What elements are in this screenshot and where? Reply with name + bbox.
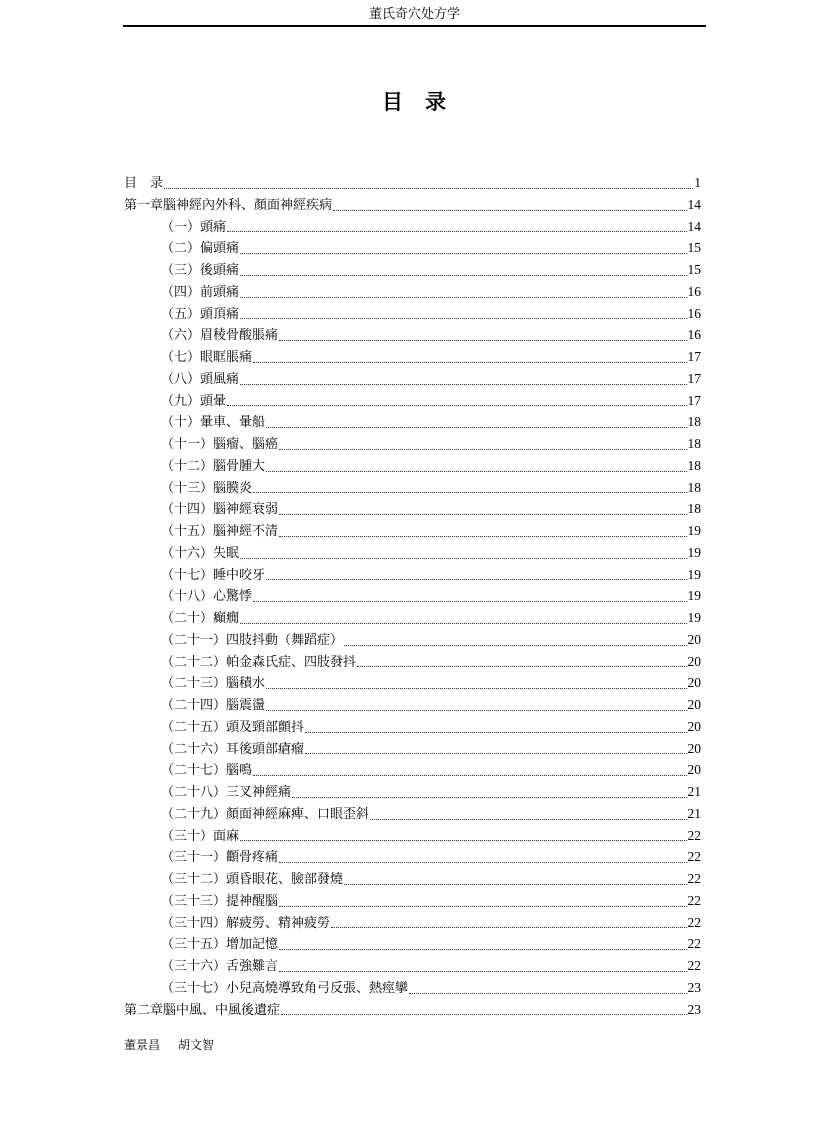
toc-leader-dots [227, 404, 686, 406]
toc-entry-section[interactable] [124, 411, 701, 433]
toc-entry-label: （二十）癲癇 [161, 611, 240, 626]
toc-entry-section[interactable] [124, 759, 701, 781]
toc-entry-label: （十四）腦神經衰弱 [161, 502, 279, 518]
toc-entry-section[interactable] [124, 716, 701, 738]
toc-leader-dots [370, 818, 686, 820]
toc-entry-page-number: 22 [687, 849, 701, 865]
toc-entry-label: （二十三）腦積水 [161, 676, 266, 692]
toc-entry-section[interactable] [124, 303, 701, 325]
toc-leader-dots [240, 557, 686, 559]
toc-entry-section[interactable] [124, 651, 701, 673]
toc-entry-page-number: 18 [687, 457, 701, 473]
toc-entry-chapter[interactable] [124, 999, 701, 1021]
toc-entry-label: （十一）腦瘤、腦癌 [161, 437, 279, 452]
toc-entry-page-number: 17 [687, 349, 701, 364]
toc-leader-dots [279, 513, 686, 515]
toc-leader-dots [279, 535, 686, 537]
toc-entry-page-number: 16 [687, 283, 701, 299]
toc-entry-section[interactable] [124, 259, 701, 281]
title-char-2: 录 [425, 90, 446, 114]
toc-entry-page-number: 18 [687, 436, 701, 451]
toc-leader-dots [266, 687, 686, 689]
table-of-contents [124, 172, 701, 1020]
footer-author-1: 董景昌 [124, 1038, 161, 1052]
toc-entry-section[interactable] [124, 825, 701, 847]
toc-entry-page-number: 18 [687, 479, 701, 495]
toc-entry-page-number: 20 [687, 740, 701, 756]
footer-author-2: 胡文智 [178, 1038, 215, 1052]
toc-entry-page-number: 21 [687, 784, 701, 799]
toc-entry-label: 第二章腦中風、中風後遺症 [124, 1002, 281, 1018]
toc-entry-label: （二十五）頭及頸部顫抖 [161, 719, 305, 735]
toc-entry-section[interactable] [124, 912, 701, 934]
toc-entry-page-number: 22 [687, 936, 701, 952]
toc-entry-page-number: 22 [687, 827, 701, 843]
toc-entry-page-number: 20 [687, 718, 701, 734]
toc-entry-label: （十）暈車、暈船 [161, 415, 266, 431]
toc-leader-dots [279, 339, 686, 341]
toc-entry-label: （九）頭暈 [161, 393, 227, 409]
toc-entry-label: （二十九）顏面神經麻痺、口眼歪斜 [161, 806, 370, 822]
toc-entry-section[interactable] [124, 324, 701, 346]
toc-entry-label: （二十八）三叉神經痛 [161, 785, 292, 800]
toc-entry-page-number: 23 [687, 1001, 701, 1017]
toc-leader-dots [240, 383, 686, 385]
toc-entry-page-number: 19 [687, 566, 701, 582]
toc-leader-dots [409, 992, 686, 994]
toc-entry-page-number: 23 [687, 979, 701, 995]
toc-leader-dots [266, 709, 686, 711]
toc-entry-page-number: 22 [687, 914, 701, 930]
toc-entry-page-number: 18 [687, 414, 701, 430]
toc-entry-label: （十二）腦骨腫大 [161, 458, 266, 474]
toc-leader-dots [357, 665, 686, 667]
toc-entry-section[interactable] [124, 781, 701, 803]
toc-entry-page-number: 16 [687, 327, 701, 343]
toc-leader-dots [305, 752, 686, 754]
toc-entry-page-number: 19 [687, 544, 701, 560]
toc-entry-page-number: 21 [687, 805, 701, 821]
toc-entry-section[interactable] [124, 390, 701, 412]
toc-entry-page-number: 14 [687, 196, 701, 212]
toc-entry-label: （十八）心驚悸 [161, 589, 253, 605]
toc-leader-dots [281, 1013, 686, 1015]
toc-leader-dots [253, 600, 686, 602]
toc-entry-label: （六）眉稜骨酸脹痛 [161, 328, 279, 344]
toc-entry-section[interactable] [124, 237, 701, 259]
toc-leader-dots [333, 209, 686, 211]
toc-leader-dots [240, 622, 686, 624]
toc-entry-label: （三十六）舌強難言 [161, 959, 279, 974]
toc-entry-page-number: 20 [687, 631, 701, 647]
toc-leader-dots [266, 578, 686, 580]
toc-entry-section[interactable] [124, 433, 701, 455]
toc-entry-page-number: 19 [687, 523, 701, 538]
toc-leader-dots [279, 448, 686, 450]
toc-entry-section[interactable] [124, 542, 701, 564]
toc-entry-label: 目 录 [124, 176, 164, 191]
toc-entry-section[interactable] [124, 346, 701, 368]
toc-entry-section[interactable] [124, 520, 701, 542]
toc-leader-dots [253, 491, 686, 493]
toc-entry-section[interactable] [124, 803, 701, 825]
toc-entry-label: （十六）失眠 [161, 545, 240, 561]
toc-entry-section[interactable] [124, 629, 701, 651]
header-rule [123, 25, 706, 27]
toc-entry-page-number: 20 [687, 697, 701, 712]
toc-leader-dots [279, 861, 686, 863]
toc-entry-label: （二十四）腦震盪 [161, 698, 266, 713]
toc-entry-page-number: 20 [687, 675, 701, 691]
toc-leader-dots [279, 970, 686, 972]
toc-leader-dots [240, 252, 686, 254]
toc-entry-page-number: 20 [687, 762, 701, 778]
toc-entry-label: （三十）面麻 [161, 828, 240, 844]
toc-entry-section[interactable] [124, 977, 701, 999]
toc-entry-section[interactable] [124, 890, 701, 912]
toc-leader-dots [253, 361, 686, 363]
toc-leader-dots [240, 274, 686, 276]
page-title [0, 86, 828, 116]
toc-entry-label: （二十七）腦鳴 [161, 763, 253, 779]
toc-entry-label: （四）前頭痛 [161, 284, 240, 300]
toc-entry-section[interactable] [124, 868, 701, 890]
toc-leader-dots [240, 296, 686, 298]
toc-entry-section[interactable] [124, 564, 701, 586]
toc-entry-label: （二十一）四肢抖動（舞蹈症） [161, 632, 344, 648]
toc-leader-dots [227, 230, 686, 232]
toc-entry-page-number: 19 [687, 588, 701, 604]
toc-entry-section[interactable] [124, 933, 701, 955]
toc-entry-label: （五）頭頂痛 [161, 306, 240, 322]
toc-entry-page-number: 15 [687, 262, 701, 277]
toc-entry-label: （二十六）耳後頭部瘡瘤 [161, 741, 305, 757]
toc-entry-page-number: 19 [687, 610, 701, 625]
toc-entry-section[interactable] [124, 738, 701, 760]
toc-entry-section[interactable] [124, 846, 701, 868]
toc-entry-page-number: 22 [687, 892, 701, 908]
toc-entry-label: 第一章腦神經內外科、顏面神經疾病 [124, 197, 333, 213]
toc-entry-chapter[interactable] [124, 172, 701, 194]
toc-leader-dots [266, 470, 686, 472]
toc-entry-page-number: 22 [687, 871, 701, 886]
toc-entry-page-number: 15 [687, 240, 701, 256]
toc-entry-page-number: 14 [687, 218, 701, 234]
toc-entry-label: （八）頭風痛 [161, 371, 240, 387]
toc-entry-label: （三）後頭痛 [161, 263, 240, 278]
toc-entry-label: （二十二）帕金森氏症、四肢發抖 [161, 654, 357, 670]
running-header: 董氏奇穴处方学 [368, 7, 460, 22]
toc-entry-label: （十五）腦神經不清 [161, 524, 279, 539]
toc-entry-label: （十七）睡中咬牙 [161, 567, 266, 583]
toc-entry-label: （七）眼眶脹痛 [161, 350, 253, 365]
toc-entry-section[interactable] [124, 672, 701, 694]
toc-leader-dots [266, 426, 686, 428]
toc-leader-dots [279, 905, 686, 907]
toc-entry-page-number: 18 [687, 501, 701, 517]
toc-entry-section[interactable] [124, 694, 701, 716]
toc-leader-dots [279, 948, 686, 950]
toc-entry-page-number: 17 [687, 392, 701, 408]
title-char-1: 目 [382, 90, 403, 114]
toc-entry-page-number: 20 [687, 653, 701, 669]
toc-leader-dots [344, 644, 686, 646]
toc-entry-label: （三十三）提神醒腦 [161, 893, 279, 909]
toc-entry-label: （三十一）顴骨疼痛 [161, 850, 279, 866]
toc-entry-label: （三十二）頭昏眼花、臉部發燒 [161, 872, 344, 887]
page-footer [124, 1036, 214, 1053]
toc-entry-label: （三十四）解疲勞、精神疲勞 [161, 915, 331, 931]
toc-entry-section[interactable] [124, 585, 701, 607]
toc-leader-dots [292, 796, 686, 798]
toc-entry-section[interactable] [124, 955, 701, 977]
toc-leader-dots [240, 317, 686, 319]
toc-entry-label: （三十五）增加記憶 [161, 937, 279, 953]
toc-entry-section[interactable] [124, 281, 701, 303]
toc-entry-section[interactable] [124, 216, 701, 238]
toc-entry-label: （二）偏頭痛 [161, 241, 240, 257]
toc-entry-chapter[interactable] [124, 194, 701, 216]
toc-leader-dots [331, 926, 686, 928]
toc-leader-dots [253, 774, 686, 776]
toc-entry-section[interactable] [124, 477, 701, 499]
toc-entry-page-number: 1 [694, 175, 701, 190]
toc-entry-section[interactable] [124, 368, 701, 390]
toc-entry-section[interactable] [124, 455, 701, 477]
toc-leader-dots [344, 883, 686, 885]
toc-entry-label: （十三）腦膜炎 [161, 480, 253, 496]
toc-entry-label: （一）頭痛 [161, 219, 227, 235]
toc-leader-dots [305, 731, 686, 733]
toc-entry-section[interactable] [124, 607, 701, 629]
toc-entry-section[interactable] [124, 498, 701, 520]
toc-entry-label: （三十七）小兒高燒導致角弓反張、熱痙攣 [161, 980, 409, 996]
toc-entry-page-number: 16 [687, 305, 701, 321]
toc-leader-dots [240, 839, 686, 841]
toc-leader-dots [164, 187, 693, 189]
toc-entry-page-number: 22 [687, 958, 701, 973]
toc-entry-page-number: 17 [687, 370, 701, 386]
